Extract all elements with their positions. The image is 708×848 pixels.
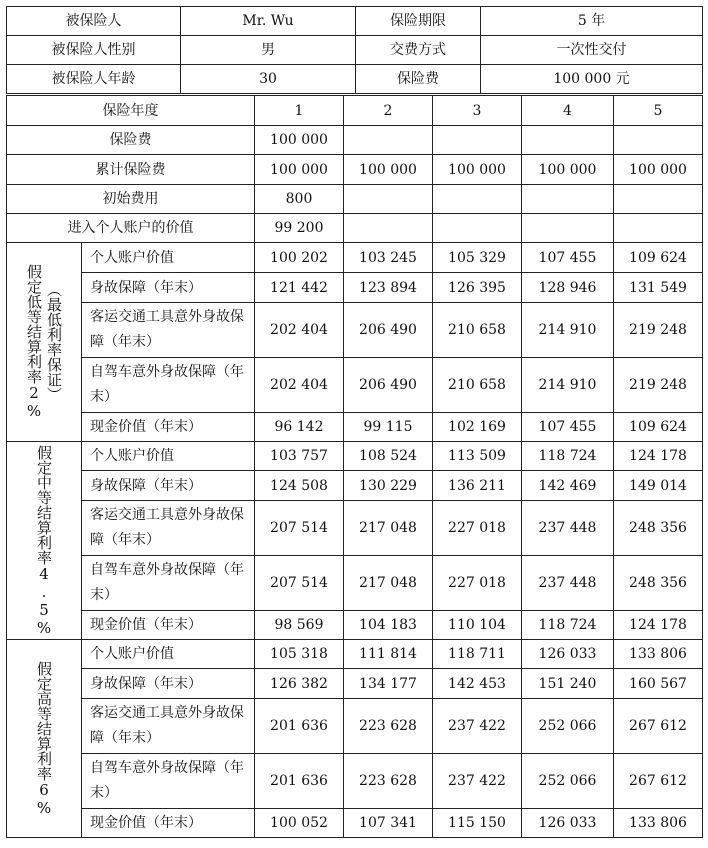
value-cell: 217 048 (344, 556, 433, 611)
value-cell: 223 628 (344, 754, 433, 809)
scenario-low-row (7, 358, 703, 413)
value-cell: 142 453 (433, 669, 522, 699)
scenario-mid-row (7, 471, 703, 501)
age-value: 30 (181, 65, 356, 94)
value-cell: 248 356 (614, 501, 703, 556)
value-cell: 100 000 (614, 155, 703, 185)
gender-row (7, 36, 703, 65)
row-label: 客运交通工具意外身故保障（年末） (82, 501, 255, 556)
value-cell: 113 509 (433, 442, 522, 471)
value-cell (522, 185, 614, 214)
value-cell: 100 052 (255, 809, 344, 838)
value-cell: 214 910 (522, 303, 614, 358)
value-cell: 99 115 (344, 413, 433, 442)
scenario-title-main: 假定高等结算利率6% (35, 660, 53, 817)
row-label: 个人账户价值 (82, 442, 255, 471)
value-cell: 103 245 (344, 243, 433, 273)
value-cell: 126 382 (255, 669, 344, 699)
value-cell: 237 422 (433, 699, 522, 754)
value-cell: 252 066 (522, 754, 614, 809)
value-cell: 100 000 (255, 155, 344, 185)
value-cell (433, 185, 522, 214)
value-cell: 219 248 (614, 358, 703, 413)
scenario-low-row (7, 413, 703, 442)
row-label: 身故保障（年末） (82, 273, 255, 303)
value-cell: 110 104 (433, 611, 522, 640)
value-cell: 126 033 (522, 640, 614, 669)
payment-value: 一次性交付 (481, 36, 703, 65)
scenario-low-row (7, 303, 703, 358)
value-cell: 124 178 (614, 611, 703, 640)
value-cell: 118 724 (522, 442, 614, 471)
value-cell: 151 240 (522, 669, 614, 699)
scenario-mid-title (7, 442, 82, 640)
scenario-high-row (7, 754, 703, 809)
value-cell: 99 200 (255, 214, 344, 243)
value-cell: 136 211 (433, 471, 522, 501)
value-cell: 124 178 (614, 442, 703, 471)
value-cell: 800 (255, 185, 344, 214)
age-row (7, 65, 703, 94)
scenario-high-title (7, 640, 82, 838)
value-cell: 126 033 (522, 809, 614, 838)
value-cell: 248 356 (614, 556, 703, 611)
row-label: 个人账户价值 (82, 640, 255, 669)
scenario-high-row (7, 809, 703, 838)
row-label: 现金价值（年末） (82, 809, 255, 838)
value-cell (614, 185, 703, 214)
value-cell: 267 612 (614, 699, 703, 754)
value-cell: 104 183 (344, 611, 433, 640)
value-cell: 207 514 (255, 501, 344, 556)
account-entry-row (7, 214, 703, 243)
value-cell: 134 177 (344, 669, 433, 699)
value-cell: 123 894 (344, 273, 433, 303)
year-cell: 4 (522, 96, 614, 126)
value-cell: 267 612 (614, 754, 703, 809)
scenario-mid-row (7, 556, 703, 611)
value-cell: 102 169 (433, 413, 522, 442)
value-cell: 202 404 (255, 303, 344, 358)
row-label: 个人账户价值 (82, 243, 255, 273)
value-cell: 237 448 (522, 501, 614, 556)
value-cell (344, 214, 433, 243)
value-cell: 124 508 (255, 471, 344, 501)
value-cell (433, 214, 522, 243)
value-cell: 100 000 (522, 155, 614, 185)
scenario-title-main: 假定低等结算利率2% (25, 264, 43, 420)
value-cell: 105 318 (255, 640, 344, 669)
value-cell: 109 624 (614, 243, 703, 273)
value-cell: 217 048 (344, 501, 433, 556)
value-cell: 133 806 (614, 640, 703, 669)
value-cell: 115 150 (433, 809, 522, 838)
payment-label: 交费方式 (356, 36, 481, 65)
benefit-projection-table (6, 95, 703, 838)
value-cell (344, 126, 433, 155)
insured-label: 被保险人 (7, 7, 181, 36)
row-label: 累计保险费 (7, 155, 255, 185)
policy-info-table (6, 6, 703, 94)
insured-value: Mr. Wu (181, 7, 356, 36)
value-cell (433, 126, 522, 155)
value-cell: 100 000 (344, 155, 433, 185)
value-cell: 133 806 (614, 809, 703, 838)
value-cell: 100 202 (255, 243, 344, 273)
scenario-low-title (7, 243, 82, 442)
value-cell: 201 636 (255, 754, 344, 809)
row-label: 现金价值（年末） (82, 611, 255, 640)
value-cell: 111 814 (344, 640, 433, 669)
scenario-high-row (7, 640, 703, 669)
row-label: 进入个人账户的价值 (7, 214, 255, 243)
row-label: 身故保障（年末） (82, 471, 255, 501)
year-cell: 1 (255, 96, 344, 126)
row-label: 客运交通工具意外身故保障（年末） (82, 303, 255, 358)
term-label: 保险期限 (356, 7, 481, 36)
insured-row (7, 7, 703, 36)
gender-label: 被保险人性别 (7, 36, 181, 65)
value-cell: 121 442 (255, 273, 344, 303)
row-label: 自驾车意外身故保障（年末） (82, 556, 255, 611)
scenario-high-row (7, 669, 703, 699)
scenario-title-note: （最低利率保证） (45, 282, 63, 402)
initial-fee-row (7, 185, 703, 214)
value-cell: 237 422 (433, 754, 522, 809)
premium-label: 保险费 (356, 65, 481, 94)
value-cell: 126 395 (433, 273, 522, 303)
value-cell: 207 514 (255, 556, 344, 611)
scenario-low-row (7, 273, 703, 303)
row-label: 保险费 (7, 126, 255, 155)
row-label: 身故保障（年末） (82, 669, 255, 699)
value-cell: 128 946 (522, 273, 614, 303)
value-cell: 100 000 (255, 126, 344, 155)
value-cell: 107 341 (344, 809, 433, 838)
year-cell: 3 (433, 96, 522, 126)
policy-year-label: 保险年度 (7, 96, 255, 126)
value-cell: 210 658 (433, 303, 522, 358)
premium-value: 100 000 元 (481, 65, 703, 94)
cumulative-premium-row (7, 155, 703, 185)
value-cell: 252 066 (522, 699, 614, 754)
value-cell: 118 711 (433, 640, 522, 669)
value-cell: 109 624 (614, 413, 703, 442)
scenario-title-main: 假定中等结算利率4.5% (35, 444, 53, 637)
value-cell: 131 549 (614, 273, 703, 303)
value-cell: 214 910 (522, 358, 614, 413)
scenario-high-row (7, 699, 703, 754)
value-cell: 100 000 (433, 155, 522, 185)
gender-value: 男 (181, 36, 356, 65)
value-cell: 227 018 (433, 556, 522, 611)
value-cell: 96 142 (255, 413, 344, 442)
value-cell (344, 185, 433, 214)
value-cell: 223 628 (344, 699, 433, 754)
value-cell: 108 524 (344, 442, 433, 471)
value-cell: 227 018 (433, 501, 522, 556)
age-label: 被保险人年龄 (7, 65, 181, 94)
value-cell: 149 014 (614, 471, 703, 501)
value-cell: 206 490 (344, 358, 433, 413)
row-label: 初始费用 (7, 185, 255, 214)
value-cell: 210 658 (433, 358, 522, 413)
value-cell (614, 214, 703, 243)
value-cell: 118 724 (522, 611, 614, 640)
value-cell: 142 469 (522, 471, 614, 501)
scenario-low-row (7, 243, 703, 273)
value-cell: 219 248 (614, 303, 703, 358)
value-cell: 98 569 (255, 611, 344, 640)
scenario-mid-row (7, 442, 703, 471)
value-cell: 130 229 (344, 471, 433, 501)
value-cell: 206 490 (344, 303, 433, 358)
value-cell (522, 126, 614, 155)
scenario-mid-row (7, 501, 703, 556)
value-cell: 107 455 (522, 413, 614, 442)
premium-row (7, 126, 703, 155)
policy-year-row (7, 96, 703, 126)
value-cell: 237 448 (522, 556, 614, 611)
row-label: 自驾车意外身故保障（年末） (82, 754, 255, 809)
row-label: 客运交通工具意外身故保障（年末） (82, 699, 255, 754)
value-cell: 202 404 (255, 358, 344, 413)
value-cell: 107 455 (522, 243, 614, 273)
value-cell: 160 567 (614, 669, 703, 699)
term-value: 5 年 (481, 7, 703, 36)
row-label: 现金价值（年末） (82, 413, 255, 442)
value-cell (522, 214, 614, 243)
year-cell: 5 (614, 96, 703, 126)
value-cell: 105 329 (433, 243, 522, 273)
value-cell: 201 636 (255, 699, 344, 754)
row-label: 自驾车意外身故保障（年末） (82, 358, 255, 413)
value-cell: 103 757 (255, 442, 344, 471)
scenario-mid-row (7, 611, 703, 640)
value-cell (614, 126, 703, 155)
year-cell: 2 (344, 96, 433, 126)
